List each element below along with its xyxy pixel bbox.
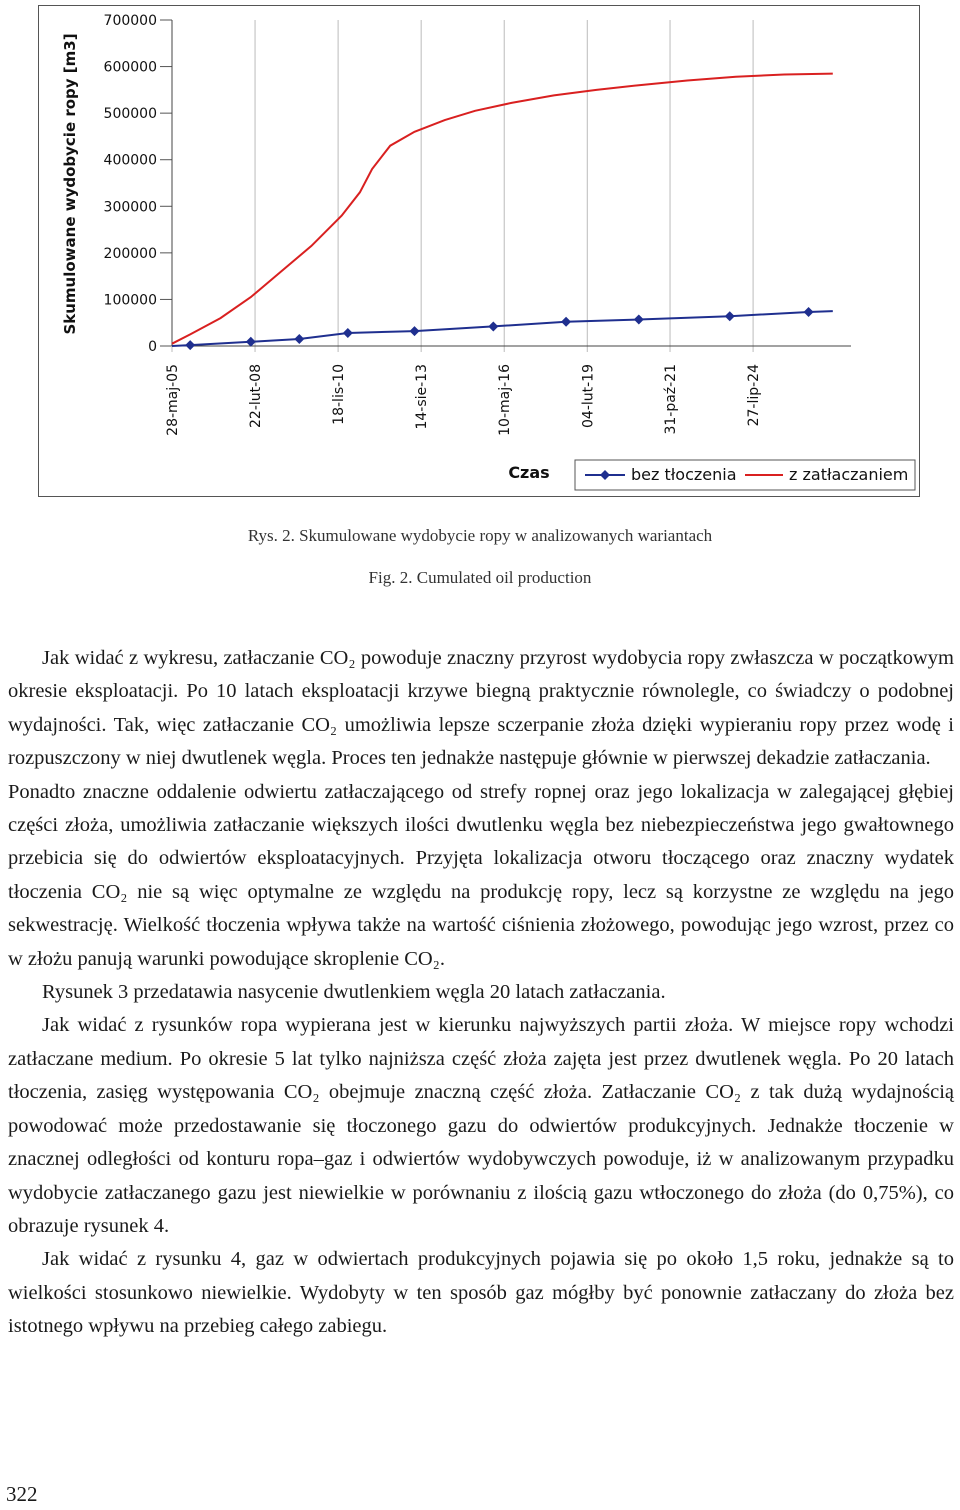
x-tick-label: 27-lip-24 — [746, 364, 763, 427]
y-tick-label: 500000 — [103, 106, 157, 123]
y-axis-label: Skumulowane wydobycie ropy [m3] — [61, 33, 79, 335]
paragraph: Jak widać z rysunku 4, gaz w odwiertach produkcyjnych pojawia się po około 1,5 roku, jednakże są to wielkości stosunkowo niewielkie. Wydobyty w ten sposób gaz mógłby być ponownie zatłaczany do złoża bez istotnego wpływu na przebieg całego zabiegu. — [8, 1248, 954, 1338]
x-tick-label: 14-sie-13 — [414, 364, 431, 430]
y-tick-label: 300000 — [103, 199, 157, 216]
series-marker — [185, 340, 195, 350]
series-marker — [561, 317, 571, 327]
paragraph: Rysunek 3 przedatawia nasycenie dwutlenkiem węgla 20 latach zatłaczania. — [42, 981, 666, 1004]
line-chart — [39, 6, 919, 496]
series-marker — [488, 321, 498, 331]
paragraph: Jak widać z rysunków ropa wypierana jest w kierunku najwyższych partii złoża. W miejsce ropy wchodzi zatłaczane medium. Po okresie 5 lat tylko najniższa część złoża zajęta jest przez dwutlenek węgla. Po 20 latach tłoczenia, zasięg występowania CO₂ obejmuje znaczną część złoża. Zatłaczanie CO₂ z tak dużą wydajnością powodować może przedostawanie się tłoczonego gazu do odwiertów produkcyjnych. Jednakże tłoczenie w znacznej odległości od konturu ropa–gaz i odwiertów wydobywczych powoduje, iż w analizowanym przypadku wydobycie zatłaczanego gazu jest niewielkie w porównaniu z ilością gazu wtłoczonego do złoża (do 0,75%), co obrazuje rysunek 4. — [8, 1014, 954, 1237]
x-tick-label: 31-paź-21 — [663, 364, 680, 435]
series-marker — [634, 314, 644, 324]
y-tick-label: 200000 — [103, 245, 157, 262]
y-tick-label: 0 — [148, 339, 157, 355]
legend-label-series-1: bez tłoczenia — [631, 465, 737, 484]
series-marker — [725, 311, 735, 321]
page-number: 322 — [6, 1482, 38, 1506]
figure-caption-english: Fig. 2. Cumulated oil production — [368, 568, 592, 587]
y-tick-label: 100000 — [103, 292, 157, 309]
x-tick-label: 04-lut-19 — [580, 364, 597, 428]
paragraph: Ponadto znaczne oddalenie odwiertu zatłaczającego od strefy ropnej oraz jego lokalizacja w zalegającej głębiej części złoża, umożliwia zatłaczanie większych ilości dwutlenku węgla bez niebezpieczeństwa jego gwałtownego przebicia się do odwiertów eksploatacyjnych. Przyjęta lokalizacja otworu tłoczącego oraz znaczny wydatek tłoczenia CO₂ nie są więc optymalne ze względu na produkcję ropy, lecz są korzystne ze względu na jego sekwestrację. Wielkość tłoczenia wpływa także na wartość ciśnienia złożowego, powodując jego wzrost, przez co w złożu panują warunki powodujące skroplenie CO₂. — [8, 780, 954, 970]
series-line-2 — [172, 74, 833, 344]
y-tick-label: 400000 — [103, 152, 157, 169]
series-marker — [294, 334, 304, 344]
figure-caption-polish: Rys. 2. Skumulowane wydobycie ropy w analizowanych wariantach — [247, 526, 713, 545]
x-tick-label: 10-maj-16 — [497, 363, 514, 436]
series-marker — [246, 337, 256, 347]
legend-label-series-2: z zatłaczaniem — [789, 465, 909, 484]
x-axis-label: Czas — [508, 463, 550, 482]
series-marker — [804, 307, 814, 317]
x-tick-label: 18-lis-10 — [331, 364, 348, 425]
x-tick-label: 28-maj-05 — [165, 364, 181, 436]
series-marker — [343, 328, 353, 338]
y-tick-label: 700000 — [103, 13, 157, 29]
article-body — [8, 642, 954, 1344]
x-tick-label: 22-lut-08 — [248, 364, 265, 428]
y-tick-label: 600000 — [103, 59, 157, 76]
paragraph: Jak widać z wykresu, zatłaczanie CO₂ powoduje znaczny przyrost wydobycia ropy zwłaszcza w początkowym okresie eksploatacji. Po 10 latach eksploatacji krzywe biegną praktycznie równolegle, co świadczy o podobnej wydajności. Tak, więc zatłaczanie CO₂ umożliwia lepsze sczerpanie złoża dzięki wypieraniu ropy przez wodę i rozpuszczony w niej dwutlenek węgla. Proces ten jednakże następuje głównie w pierwszej dekadzie zatłaczania. — [8, 647, 954, 770]
figure-frame — [38, 5, 920, 497]
series-marker — [410, 326, 420, 336]
